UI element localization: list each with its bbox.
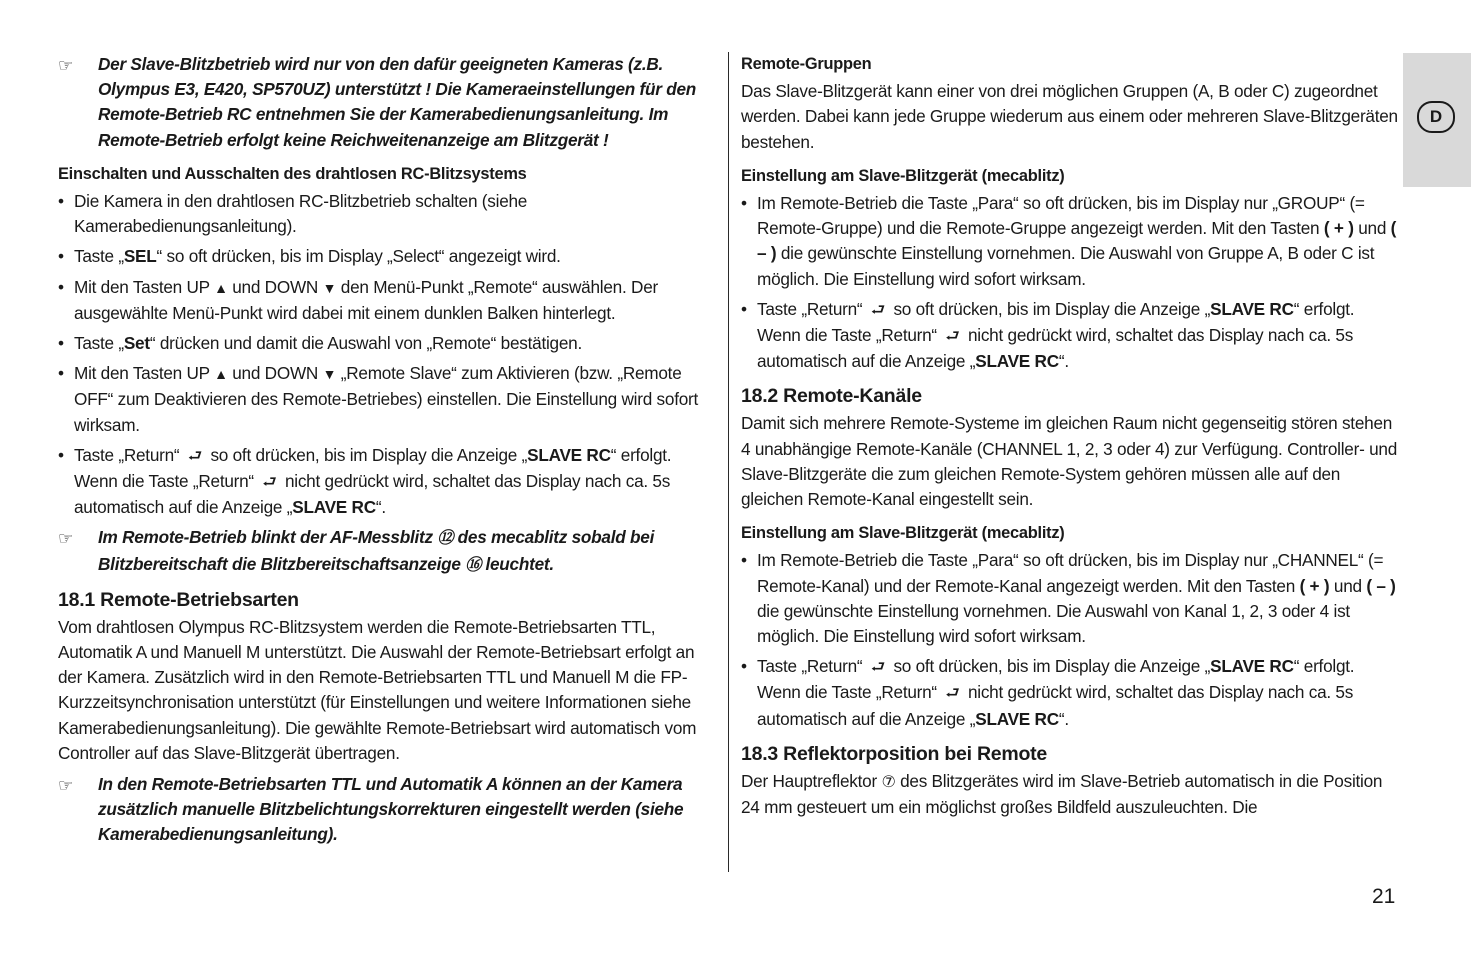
return-icon: ⮐ <box>945 328 960 346</box>
note-slave-support <box>58 52 714 153</box>
list-item <box>58 244 714 269</box>
ref-number-7: ⑦ <box>881 773 896 791</box>
key-plus: ( + ) <box>1323 218 1354 239</box>
page-number: 21 <box>1372 885 1396 908</box>
display-slave-rc: SLAVE RC <box>1210 298 1294 319</box>
bullet-icon: • <box>58 191 64 212</box>
key-minus: ( – ) <box>1366 575 1396 596</box>
list-item <box>58 275 714 326</box>
bullet-icon: • <box>58 333 64 354</box>
list-item-text: und DOWN <box>227 363 323 384</box>
up-arrow-icon: ▲ <box>214 279 228 296</box>
bullet-icon: • <box>741 298 747 319</box>
language-badge: D <box>1417 101 1455 133</box>
list-item-text: „Remote Slave“ zum Aktivieren (bzw. „Remote OFF“ zum Deaktivieren des Remote-Betriebes) einstellen. Die Einstellung wird sofort wirksam. <box>74 363 699 435</box>
list-item-text: “ so oft drücken, bis im Display „Select“ angezeigt wird. <box>156 246 561 267</box>
list-item-text: und <box>1353 218 1391 239</box>
bullet-icon: • <box>741 550 747 571</box>
list-item-text: Taste „Return“ <box>74 444 184 465</box>
ref-number-16: ⑯ <box>465 556 481 574</box>
list-item <box>58 331 714 356</box>
display-slave-rc: SLAVE RC <box>1210 656 1294 677</box>
list-item-text: Taste „Return“ <box>757 656 867 677</box>
note-text: Im Remote-Betrieb blinkt der AF-Messblitz <box>98 527 438 548</box>
list-item-text: “. <box>375 497 386 518</box>
down-arrow-icon: ▼ <box>322 366 337 383</box>
list-item-text: Taste „Return“ <box>757 298 867 319</box>
list-item-text: Die Kamera in den drahtlosen RC-Blitzbetrieb schalten (siehe Kamerabedienungsanleitung). <box>74 191 528 237</box>
list-item <box>741 654 1401 732</box>
list-item-text: so oft drücken, bis im Display die Anzeige „ <box>888 656 1211 677</box>
list-item-text: “ erfolgt. Wenn die Taste „Return“ <box>757 656 1355 703</box>
column-divider <box>728 52 729 872</box>
subheading-setting-groups: Einstellung am Slave-Blitzgerät (mecablitz) <box>741 166 1065 185</box>
up-arrow-icon: ▲ <box>214 366 228 383</box>
return-icon: ⮐ <box>262 474 277 492</box>
list-item-text: nicht gedrückt wird, schaltet das Display nach ca. 5s automatisch auf die Anzeige „ <box>74 471 671 518</box>
paragraph-18-1: Vom drahtlosen Olympus RC-Blitzsystem werden die Remote-Betriebsarten TTL, Automatik A und Manuell M unterstützt. Die Auswahl der Remote-Betriebsart erfolgt an der Kamera. Zusätzlich wird in den Remote-Betriebsarten TTL und Manuell M die FP-Kurzzeitsynchronisation unterstützt (für Einstellungen und weitere Informationen siehe Kamerabedienungsanleitung). Die gewählte Remote-Betriebsart wird automatisch vom Controller auf das Slave-Blitzgerät übertragen. <box>58 616 697 763</box>
subheading-switch: Einschalten und Ausschalten des drahtlosen RC-Blitzsystems <box>58 164 527 183</box>
note-exposure-correction <box>58 772 714 848</box>
list-item <box>58 361 714 438</box>
pointing-hand-icon: ☞ <box>58 529 73 549</box>
display-slave-rc: SLAVE RC <box>292 497 376 518</box>
pointing-hand-icon: ☞ <box>58 776 73 796</box>
list-item-text: Im Remote-Betrieb die Taste „Para“ so oft drücken, bis im Display nur „CHANNEL“ (= Remote-Kanal) und der Remote-Kanal angezeigt werden. Mit den Tasten <box>757 550 1384 596</box>
bullet-icon: • <box>58 444 64 465</box>
list-item <box>741 191 1401 292</box>
ref-number-12: ⑫ <box>437 530 454 548</box>
subheading-groups: Remote-Gruppen <box>741 55 872 73</box>
paragraph-text: Der Hauptreflektor <box>741 770 882 791</box>
paragraph-text: des Blitzgerätes wird im Slave-Betrieb automatisch in die Position 24 mm gesteuert um ein möglichst großes Bildfeld auszuleuchten. Die <box>741 770 1383 818</box>
note-text: des mecablitz sobald bei Blitzbereitschaft die Blitzbereitschaftsanzeige <box>98 527 655 574</box>
language-tab <box>1403 53 1471 187</box>
note-af-flash <box>58 525 714 577</box>
bullet-icon: • <box>741 193 747 214</box>
list-item <box>741 548 1401 649</box>
return-icon: ⮐ <box>945 685 960 703</box>
list-item-text: “ drücken und damit die Auswahl von „Remote“ bestätigen. <box>149 333 582 354</box>
left-column <box>58 52 714 854</box>
note-text: In den Remote-Betriebsarten TTL und Automatik A können an der Kamera zusätzlich manuelle Blitzbelichtungskorrekturen eingestellt werden (siehe Kamerabedienungsanleitung). <box>98 774 684 845</box>
heading-18-2: 18.2 Remote-Kanäle <box>741 385 922 408</box>
list-item-text: “. <box>1058 708 1069 729</box>
list-item-text: so oft drücken, bis im Display die Anzeige „ <box>205 444 528 465</box>
list-item-text: “. <box>1058 351 1069 372</box>
return-icon: ⮐ <box>187 447 202 465</box>
list-item-text: Mit den Tasten UP <box>74 363 215 384</box>
list-item-text: Taste „ <box>74 333 124 354</box>
pointing-hand-icon: ☞ <box>58 56 73 75</box>
subheading-setting-channels: Einstellung am Slave-Blitzgerät (mecablitz) <box>741 524 1065 543</box>
bullet-icon: • <box>58 246 64 267</box>
list-item-text: so oft drücken, bis im Display die Anzeige „ <box>888 298 1211 319</box>
list-item-text: nicht gedrückt wird, schaltet das Display nach ca. 5s automatisch auf die Anzeige „ <box>757 325 1354 372</box>
key-set: Set <box>123 333 150 354</box>
list-item <box>58 189 714 239</box>
paragraph-18-3 <box>741 769 1401 820</box>
key-sel: SEL <box>123 246 157 267</box>
display-slave-rc: SLAVE RC <box>975 708 1059 729</box>
list-item-text: die gewünschte Einstellung vornehmen. Die Auswahl von Kanal 1, 2, 3 oder 4 ist möglich. Die Einstellung wird sofort wirksam. <box>757 600 1350 647</box>
key-plus: ( + ) <box>1299 575 1330 596</box>
right-column <box>741 52 1401 820</box>
note-text: Der Slave-Blitzbetrieb wird nur von den dafür geeigneten Kameras (z.B. Olympus E3, E420, SP570UZ) unterstützt ! Die Kameraeinstellungen für den Remote-Betrieb RC entnehmen Sie der Kamerabedienungsanleitung. Im Remote-Betrieb erfolgt keine Reichweitenanzeige am Blitzgerät ! <box>98 54 697 150</box>
list-item-text: die gewünschte Einstellung vornehmen. Die Auswahl von Gruppe A, B oder C ist möglich. Die Einstellung wird sofort wirksam. <box>757 243 1375 289</box>
list-item-text: Im Remote-Betrieb die Taste „Para“ so oft drücken, bis im Display nur „GROUP“ (= Remote-Gruppe) und die Remote-Gruppe angezeigt werden. Mit den Tasten <box>757 193 1365 239</box>
list-item-text: und <box>1329 575 1367 596</box>
list-item-text: und DOWN <box>227 276 323 297</box>
heading-18-1: 18.1 Remote-Betriebsarten <box>58 588 299 611</box>
paragraph-18-2: Damit sich mehrere Remote-Systeme im gleichen Raum nicht gegenseitig stören stehen 4 unabhängige Remote-Kanäle (CHANNEL 1, 2, 3 oder 4) zur Verfügung. Controller- und Slave-Blitzgeräte die zum gleichen Remote-System gehören müssen alle auf den gleichen Remote-Kanal eingestellt sein. <box>741 413 1397 510</box>
heading-18-3: 18.3 Reflektorposition bei Remote <box>741 742 1047 765</box>
key-minus: ( – ) <box>757 218 1397 264</box>
note-text: leuchtet. <box>480 553 554 574</box>
display-slave-rc: SLAVE RC <box>975 351 1059 372</box>
display-slave-rc: SLAVE RC <box>527 444 611 465</box>
return-icon: ⮐ <box>870 659 885 677</box>
list-item <box>58 443 714 521</box>
list-item-text: “ erfolgt. Wenn die Taste „Return“ <box>74 444 672 492</box>
list-item-text: “ erfolgt. Wenn die Taste „Return“ <box>757 298 1355 346</box>
list-item-text: Mit den Tasten UP <box>74 276 215 297</box>
paragraph-groups: Das Slave-Blitzgerät kann einer von drei möglichen Gruppen (A, B oder C) zugeordnet werden. Dabei kann jede Gruppe wiederum aus einem oder mehreren Slave-Blitzgeräten bestehen. <box>741 81 1398 152</box>
list-item-text: nicht gedrückt wird, schaltet das Display nach ca. 5s automatisch auf die Anzeige „ <box>757 682 1354 729</box>
bullet-icon: • <box>741 656 747 677</box>
bullet-icon: • <box>58 276 64 297</box>
bullet-icon: • <box>58 363 64 384</box>
down-arrow-icon: ▼ <box>322 279 337 296</box>
list-item-text: den Menü-Punkt „Remote“ auswählen. Der ausgewählte Menü-Punkt wird dabei mit einem dunklen Balken hinterlegt. <box>74 276 658 323</box>
return-icon: ⮐ <box>870 301 885 319</box>
list-item <box>741 297 1401 375</box>
list-item-text: Taste „ <box>74 246 124 267</box>
